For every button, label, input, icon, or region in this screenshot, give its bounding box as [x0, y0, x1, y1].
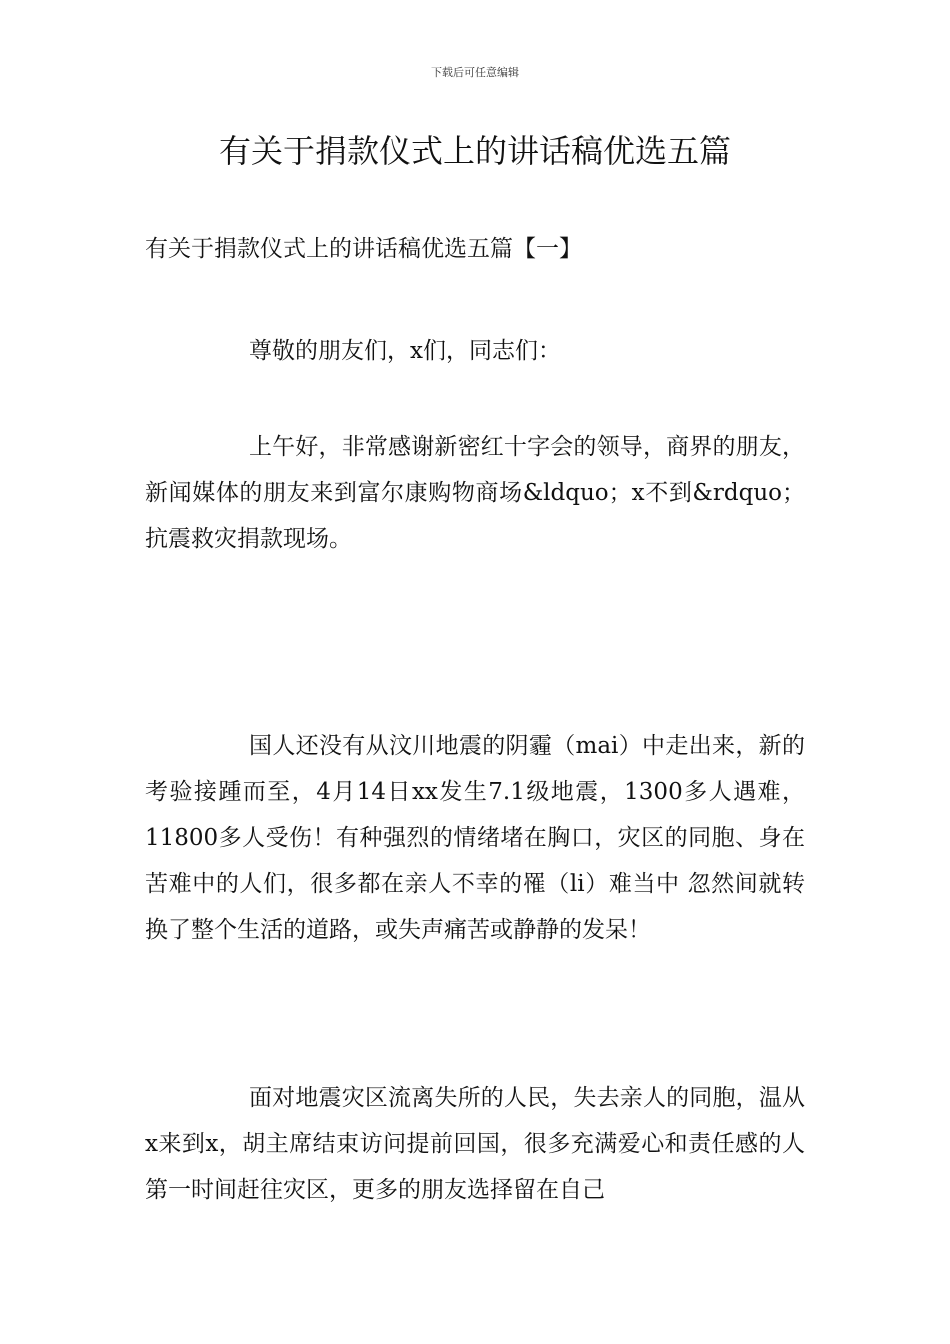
- greeting-paragraph: 尊敬的朋友们，x们，同志们：: [249, 338, 561, 364]
- header-note: 下载后可任意编辑: [431, 66, 519, 79]
- document-title: 有关于捐款仪式上的讲话稿优选五篇: [218, 132, 731, 170]
- section-heading: 有关于捐款仪式上的讲话稿优选五篇【一】: [145, 236, 582, 262]
- body-paragraph: 面对地震灾区流离失所的人民，失去亲人的同胞，温从x来到x，胡主席结束访问提前回国，很多充满爱心和责任感的人第一时间赶往灾区，更多的朋友选择留在自己: [145, 1085, 805, 1203]
- body-paragraph: 国人还没有从汶川地震的阴霾（mai）中走出来，新的考验接踵而至，4月14日xx发生7.1级地震，1300多人遇难，11800多人受伤！有种强烈的情绪堵在胸口，灾区的同胞、身在苦难中的人们，很多都在亲人不幸的罹（li）难当中 忽然间就转换了整个生活的道路，或失声痛苦或静静的发呆！: [145, 733, 805, 943]
- body-paragraph: 上午好，非常感谢新密红十字会的领导，商界的朋友，新闻媒体的朋友来到富尔康购物商场&ldquo；x不到&rdquo；抗震救灾捐款现场。: [145, 434, 805, 552]
